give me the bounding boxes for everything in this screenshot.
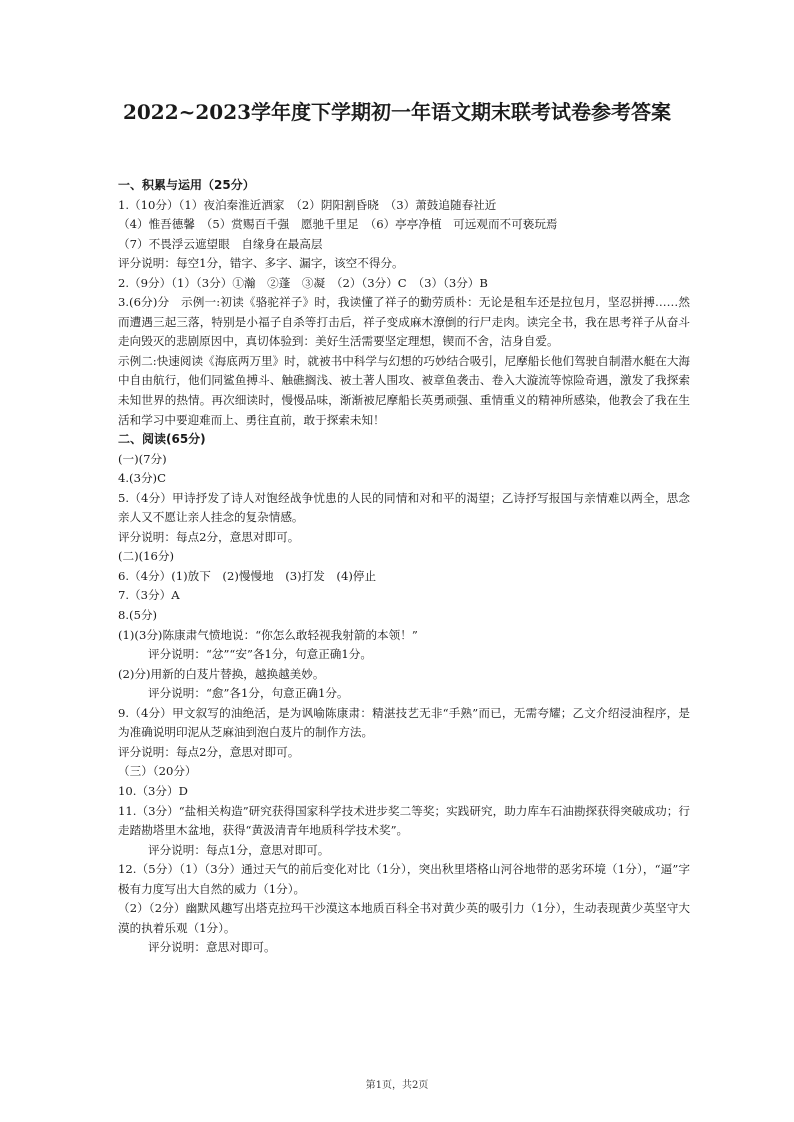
answer-line: (1)(3分)陈康肃气愤地说：“你怎么敢轻视我射箭的本领！” [118, 627, 418, 642]
answer-line: 4.(3分)C [118, 471, 166, 486]
answer-line: （三）（20分） [118, 764, 197, 779]
answer-line: 11.（3分）“盐相关构造”研究获得国家科学技术进步奖二等奖；实践研究，助力库车石油勘探获得突破成功；行走踏勘塔里木盆地，获得“黄汲清青年地质科学技术奖”。 [118, 803, 690, 838]
answer-line: 3.(6分)分 示例一:初读《骆驼祥子》时，我读懂了祥子的勤劳质朴：无论是租车还是拉包月，坚忍拼搏……然而遭遇三起三落，特别是小福子自杀等打击后，祥子变成麻木潦倒的行尸走肉。读完全书，我在思考祥子从奋斗走向毁灭的悲剧原因中，真切体验到：美好生活需要坚定理想，锲而不舍，洁身自爱。 [118, 295, 690, 349]
section-heading: 二、阅读(65分) [118, 432, 206, 447]
answer-line: （7）不畏浮云遮望眼 自缘身在最高层 [118, 236, 323, 251]
answer-line: 10.（3分）D [118, 783, 188, 798]
answer-line: 2.（9分）（1）（3分）①瀚 ②蓬 ③凝 （2）（3分）C （3）（3分）B [118, 275, 488, 290]
page-footer: 第1页，共2页 [365, 1080, 429, 1091]
answer-line: 1.（10分）（1）夜泊秦淮近酒家 （2）阴阳割昏晓 （3）萧鼓追随春社近 [118, 197, 497, 212]
answer-line: 12.（5分）（1）（3分）通过天气的前后变化对比（1分），突出秋里塔格山河谷地带的恶劣环境（1分），“逼”字极有力度写出大自然的威力（1分）。 [118, 862, 690, 896]
answer-line: 6.（4分）(1)放下 (2)慢慢地 (3)打发 (4)停止 [118, 568, 377, 583]
answer-line: 7.（3分）A [118, 588, 180, 603]
document-title: 2022~2023学年度下学期初一年语文期末联考试卷参考答案 [122, 100, 672, 124]
answer-line: 8.(5分) [118, 608, 158, 623]
answer-line: （4）惟吾德馨 （5）赏赐百千强 愿驰千里足 （6）亭亭净植 可远观而不可亵玩焉 [118, 217, 558, 232]
answer-line: 评分说明：每点2分，意思对即可。 [118, 744, 300, 759]
answer-line: (2)分)用新的白芨片替换，越换越美妙。 [118, 666, 325, 681]
answer-line: (二)(16分) [118, 549, 175, 564]
answer-line: 5.（4分）甲诗抒发了诗人对饱经战争忧患的人民的同情和对和平的渴望；乙诗抒写报国与亲情难以两全，思念亲人又不愿让亲人挂念的复杂情感。 [118, 490, 690, 525]
answer-line: 评分说明：意思对即可。 [148, 940, 276, 955]
answer-line: 9.（4分）甲文叙写的油绝活，是为讽喻陈康肃：精湛技艺无非“手熟”而已，无需夸耀；乙文介绍浸油程序，是为准确说明印泥从芝麻油到泡白芨片的制作方法。 [118, 705, 690, 740]
answer-content [118, 176, 690, 958]
section-heading: 一、积累与运用（25分） [118, 178, 255, 192]
answer-line: 评分说明：“愈”各1分，句意正确1分。 [148, 686, 349, 701]
answer-line: 评分说明：每空1分，错字、多字、漏字，该空不得分。 [118, 256, 404, 271]
answer-line: (一)(7分) [118, 451, 167, 466]
answer-line: 评分说明：每点2分，意思对即可。 [118, 529, 300, 544]
answer-line: 评分说明：“忿”“安”各1分，句意正确1分。 [148, 647, 372, 662]
answer-line: 评分说明：每点1分，意思对即可。 [148, 842, 330, 857]
answer-line: 示例二:快速阅读《海底两万里》时，就被书中科学与幻想的巧妙结合吸引，尼摩船长他们驾驶自制潜水艇在大海中自由航行，他们同鲨鱼搏斗、触礁搁浅、被土著人围攻、被章鱼袭击、卷入大漩流等惊险奇遇，激发了我探索未知世界的热情。再次细读时，慢慢品味，渐渐被尼摩船长英勇顽强、重情重义的精神所感染，他教会了我在生活和学习中要迎难而上、勇往直前，敢于探索未知！ [118, 353, 690, 427]
answer-line: （2）（2分）幽默风趣写出塔克拉玛干沙漠这本地质百科全书对黄少英的吸引力（1分），生动表现黄少英坚守大漠的执着乐观（1分）。 [118, 901, 690, 935]
